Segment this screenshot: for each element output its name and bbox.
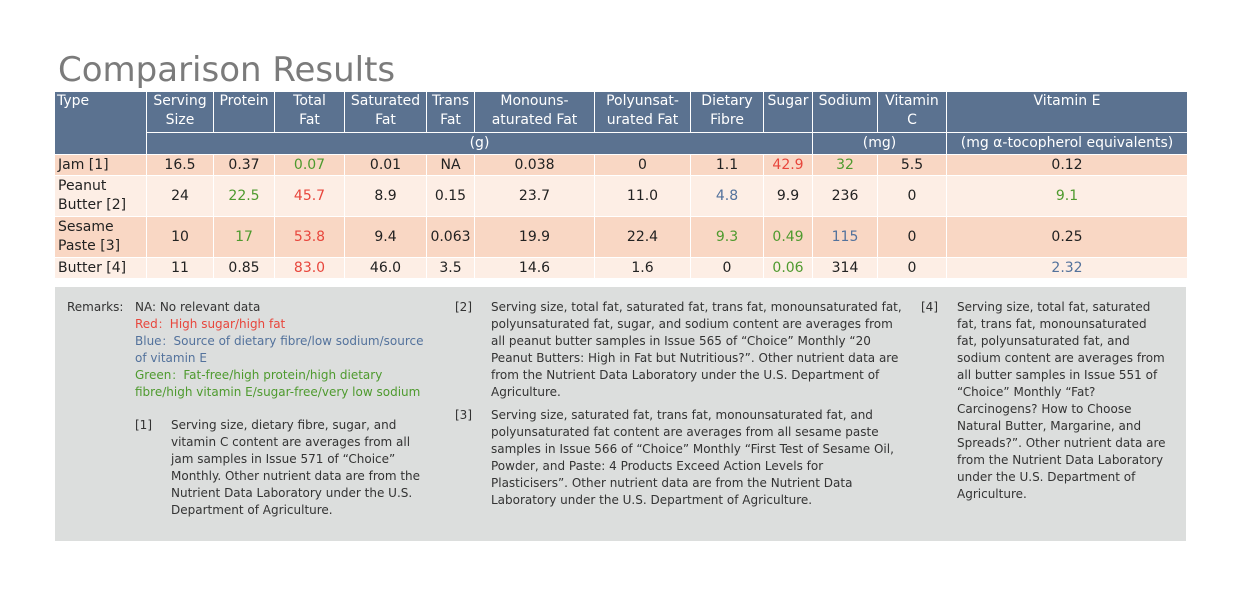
table-cell: 2.32	[947, 258, 1188, 279]
table-cell: 0.07	[275, 155, 345, 176]
table-cell: 0	[878, 217, 947, 258]
row-type: Butter [4]	[55, 258, 147, 279]
footnote-text: Serving size, total fat, saturated fat, trans fat, monounsaturated fat, polyunsaturated fat, and sodium content are averages from all butter samples in Issue 551 of “Choice” Monthly “Fat? Carcinogens? How to Choose Natural Butter, Margarine, and Spreads?”. Other nutrient data are from the Nutrient Data Laboratory under the U.S. Department of Agriculture.	[957, 300, 1166, 501]
header-row	[55, 92, 1188, 133]
remark-green: Green：Fat-free/high protein/high dietary fibre/high vitamin E/sugar-free/very low sodium	[135, 368, 421, 399]
table-cell: 0	[595, 155, 691, 176]
footnote-text: Serving size, dietary fibre, sugar, and vitamin C content are averages from all jam samples in Issue 571 of “Choice” Monthly. Other nutrient data are from the Nutrient Data Laboratory under the U.S. Department of Agriculture.	[171, 418, 421, 517]
footnote-ref: [2]	[455, 300, 472, 314]
table-row	[55, 258, 1188, 279]
page-title: Comparison Results	[58, 50, 396, 90]
row-type: Jam [1]	[55, 155, 147, 176]
table-cell: 0	[878, 258, 947, 279]
table-cell: 0	[878, 176, 947, 217]
units-row	[55, 133, 1188, 155]
table-cell: 11	[147, 258, 214, 279]
table-cell: 0.25	[947, 217, 1188, 258]
row-type: Peanut Butter [2]	[55, 176, 147, 217]
table-row	[55, 176, 1188, 217]
remarks-legend	[135, 299, 435, 401]
footnote-ref: [3]	[455, 408, 472, 422]
table-row	[55, 155, 1188, 176]
header-monounsaturated-fat: Monouns- aturated Fat	[475, 92, 595, 133]
header-polyunsaturated-fat: Polyunsat- urated Fat	[595, 92, 691, 133]
table-cell: 0.063	[427, 217, 475, 258]
table-body	[55, 155, 1188, 279]
row-type: Sesame Paste [3]	[55, 217, 147, 258]
table-row	[55, 217, 1188, 258]
header-sugar: Sugar	[764, 92, 813, 133]
unit-vitamin-e: (mg α-tocopherol equivalents)	[947, 133, 1188, 155]
table-cell: 83.0	[275, 258, 345, 279]
remark-na: NA: No relevant data	[135, 300, 261, 314]
table-cell: 115	[813, 217, 878, 258]
table-cell: 9.4	[345, 217, 427, 258]
table-cell: 9.9	[764, 176, 813, 217]
table-cell: 22.4	[595, 217, 691, 258]
remark-blue: Blue：Source of dietary fibre/low sodium/source of vitamin E	[135, 334, 424, 365]
table-cell: 0.37	[214, 155, 275, 176]
table-cell: 32	[813, 155, 878, 176]
table-cell: 19.9	[475, 217, 595, 258]
table-cell: 0.12	[947, 155, 1188, 176]
header-protein: Protein	[214, 92, 275, 133]
table-cell: 1.6	[595, 258, 691, 279]
table-cell: 16.5	[147, 155, 214, 176]
footnote-text: Serving size, saturated fat, trans fat, monounsaturated fat, and polyunsaturated fat content are averages from all sesame paste samples in Issue 566 of “Choice” Monthly “First Test of Sesame Oil, Powder, and Paste: 4 Products Exceed Action Levels for Plasticisers”. Other nutrient data are from the Nutrient Data Laboratory under the U.S. Department of Agriculture.	[491, 408, 894, 507]
table-cell: 3.5	[427, 258, 475, 279]
table-cell: 42.9	[764, 155, 813, 176]
table-cell: NA	[427, 155, 475, 176]
footnote-text: Serving size, total fat, saturated fat, trans fat, monounsaturated fat, polyunsaturated fat, sugar, and sodium content are averages from all peanut butter samples in Issue 565 of “Choice” Monthly “20 Peanut Butters: High in Fat but Nutritious?”. Other nutrient data are from the Nutrient Data Laboratory under the U.S. Department of Agriculture.	[491, 300, 902, 399]
remark-red: Red：High sugar/high fat	[135, 317, 286, 331]
header-dietary-fibre: Dietary Fibre	[691, 92, 764, 133]
comparison-table	[54, 91, 1188, 279]
footnote-ref: [1]	[135, 418, 152, 432]
table-cell: 10	[147, 217, 214, 258]
table-cell: 0	[691, 258, 764, 279]
table-cell: 46.0	[345, 258, 427, 279]
footnote-ref: [4]	[921, 300, 938, 314]
header-sodium: Sodium	[813, 92, 878, 133]
table-cell: 45.7	[275, 176, 345, 217]
header-serving-size: Serving Size	[147, 92, 214, 133]
table-cell: 236	[813, 176, 878, 217]
notes-panel	[55, 287, 1186, 541]
table-cell: 23.7	[475, 176, 595, 217]
table-cell: 24	[147, 176, 214, 217]
table-cell: 1.1	[691, 155, 764, 176]
table-cell: 14.6	[475, 258, 595, 279]
header-saturated-fat: Saturated Fat	[345, 92, 427, 133]
table-cell: 22.5	[214, 176, 275, 217]
remarks-label: Remarks:	[67, 300, 124, 314]
table-cell: 0.85	[214, 258, 275, 279]
header-vitamin-c: Vitamin C	[878, 92, 947, 133]
table-cell: 0.01	[345, 155, 427, 176]
table-cell: 5.5	[878, 155, 947, 176]
table-cell: 53.8	[275, 217, 345, 258]
header-trans-fat: Trans Fat	[427, 92, 475, 133]
header-type: Type	[55, 92, 147, 155]
table-cell: 11.0	[595, 176, 691, 217]
unit-g: (g)	[147, 133, 813, 155]
table-cell: 0.15	[427, 176, 475, 217]
table-cell: 314	[813, 258, 878, 279]
unit-mg: (mg)	[813, 133, 947, 155]
table-cell: 17	[214, 217, 275, 258]
table-cell: 9.3	[691, 217, 764, 258]
table-cell: 4.8	[691, 176, 764, 217]
table-cell: 8.9	[345, 176, 427, 217]
table-cell: 0.06	[764, 258, 813, 279]
table-cell: 0.038	[475, 155, 595, 176]
table-cell: 9.1	[947, 176, 1188, 217]
header-vitamin-e: Vitamin E	[947, 92, 1188, 133]
table-cell: 0.49	[764, 217, 813, 258]
header-total-fat: Total Fat	[275, 92, 345, 133]
